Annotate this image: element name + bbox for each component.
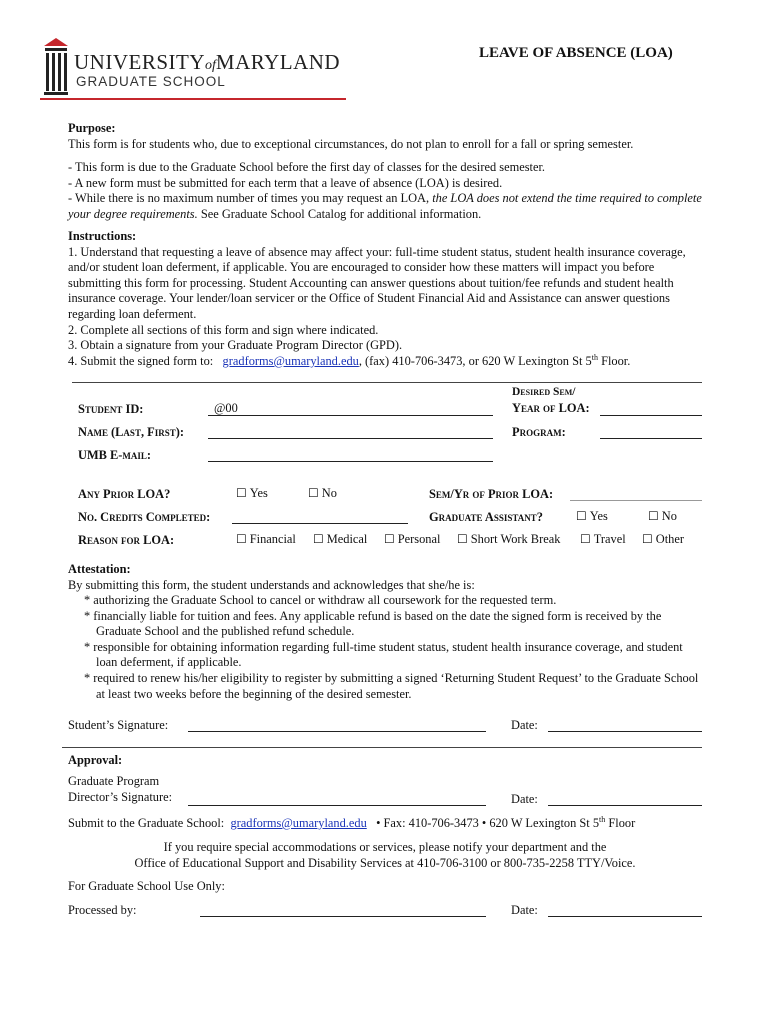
purpose-text: This form is for students who, due to exceptional circumstances, do not plan to enroll for a fall or spring semester. [68, 136, 634, 151]
reason-financial-checkbox[interactable]: ☐ Financial [236, 532, 296, 546]
section-divider [62, 747, 702, 748]
student-signature-field[interactable] [188, 731, 486, 732]
reason-travel-checkbox[interactable]: ☐ Travel [580, 532, 626, 546]
name-label: Name (Last, First): [78, 425, 184, 439]
logo-university-text: UNIVERSITYofMARYLAND [74, 50, 341, 74]
graduate-assistant-label: Graduate Assistant? [429, 510, 543, 524]
reason-personal-checkbox[interactable]: ☐ Personal [384, 532, 441, 546]
prior-loa-label: Any Prior LOA? [78, 487, 171, 501]
credits-label: No. Credits Completed: [78, 510, 211, 524]
logo-underline [40, 98, 346, 100]
instruction-2: 2. Complete all sections of this form and sign where indicated. [68, 322, 379, 337]
prior-loa-no-checkbox[interactable]: ☐ No [308, 486, 337, 500]
attestation-item: * responsible for obtaining information regarding full-time student status, student health insurance coverage, and student loan deferment, if applicable. [84, 639, 683, 670]
instruction-4: 4. Submit the signed form to: gradforms@umaryland.edu, (fax) 410-706-3473, or 620 W Lexington St 5th Floor. [68, 352, 631, 368]
reason-short-work-break-checkbox[interactable]: ☐ Short Work Break [457, 532, 561, 546]
accommodations-line-2: Office of Educational Support and Disability Services at 410-706-3100 or 800-735-2258 TTY/Voice. [134, 856, 636, 870]
checkbox-icon: ☐ [308, 486, 319, 500]
submit-line: Submit to the Graduate School: gradforms@umaryland.edu • Fax: 410-706-3473 • 620 W Lexington St 5th Floor [68, 814, 636, 830]
university-logo [40, 36, 346, 104]
student-signature-label: Student’s Signature: [68, 718, 169, 732]
reason-medical-checkbox[interactable]: ☐ Medical [313, 532, 368, 546]
purpose-bullet-2: - A new form must be submitted for each term that a leave of absence (LOA) is desired. [68, 175, 503, 190]
credits-field[interactable] [232, 523, 408, 524]
gpd-signature-field[interactable] [188, 805, 486, 806]
checkbox-icon: ☐ [236, 532, 247, 546]
student-date-label: Date: [511, 718, 538, 732]
attestation-section [68, 562, 708, 593]
dome-icon [42, 36, 70, 96]
gpd-date-label: Date: [511, 792, 538, 806]
checkbox-icon: ☐ [384, 532, 395, 546]
submit-email-link[interactable]: gradforms@umaryland.edu [230, 816, 367, 830]
name-field[interactable] [208, 438, 493, 439]
attestation-item: * authorizing the Graduate School to cancel or withdraw all coursework for the requested term. [84, 593, 557, 607]
attestation-item: * required to renew his/her eligibility to register by submitting a signed ‘Returning Student Request’ to the Graduate School at least two weeks before the beginning of the desired semester. [84, 670, 699, 701]
attestation-list [84, 593, 704, 702]
gradforms-email-link[interactable]: gradforms@umaryland.edu [222, 353, 359, 368]
logo-school-text: GRADUATE SCHOOL [76, 74, 226, 89]
gpd-label-line2: Director’s Signature: [68, 790, 173, 804]
email-field[interactable] [208, 461, 493, 462]
checkbox-icon: ☐ [648, 509, 659, 523]
reason-other-checkbox[interactable]: ☐ Other [642, 532, 684, 546]
purpose-section [68, 121, 708, 223]
instructions-section [68, 229, 708, 369]
student-date-field[interactable] [548, 731, 702, 732]
instructions-heading: Instructions: [68, 229, 137, 243]
sem-prior-loa-field[interactable] [570, 500, 702, 501]
attestation-item: * financially liable for tuition and fees. Any applicable refund is based on the date the signed form is received by the Graduate School and the published refund schedule. [84, 608, 662, 639]
attestation-intro: By submitting this form, the student understands and acknowledges that she/he is: [68, 577, 475, 592]
checkbox-icon: ☐ [313, 532, 324, 546]
accommodations-line-1: If you require special accommodations or services, please notify your department and the [163, 840, 607, 854]
processed-by-field[interactable] [200, 916, 486, 917]
instruction-1: 1. Understand that requesting a leave of absence may affect your: full-time student status, student health insurance coverage, and/or student loan deferment, if applicable. You are encouraged to consider how these matters will impact you before submitting this form for processing. Student Accounting can answer questions about tuition/fee refunds and student health insurance coverage. Your lender/loan servicer or the Office of Student Financial Aid and Assistance can answer questions regarding loan deferment. [68, 244, 686, 321]
checkbox-icon: ☐ [580, 532, 591, 546]
student-id-field[interactable] [208, 415, 493, 416]
sem-prior-loa-label: Sem/Yr of Prior LOA: [429, 487, 554, 501]
attestation-heading: Attestation: [68, 562, 131, 576]
page-title: LEAVE OF ABSENCE (LOA) [479, 45, 673, 61]
checkbox-icon: ☐ [642, 532, 653, 546]
purpose-bullet-1: - This form is due to the Graduate School before the first day of classes for the desired semester. [68, 160, 546, 175]
gpd-date-field[interactable] [548, 805, 702, 806]
desired-sem-label-2: Year of LOA: [512, 401, 590, 415]
purpose-heading: Purpose: [68, 121, 116, 135]
desired-sem-field[interactable] [600, 415, 702, 416]
processed-date-field[interactable] [548, 916, 702, 917]
checkbox-icon: ☐ [236, 486, 247, 500]
program-field[interactable] [600, 438, 702, 439]
purpose-bullet-3: - While there is no maximum number of times you may request an LOA, the LOA does not extend the time required to complete your degree requirements. See Graduate School Catalog for additional information. [68, 191, 702, 221]
office-use-heading: For Graduate School Use Only: [68, 879, 225, 893]
ga-yes-checkbox[interactable]: ☐ Yes [576, 509, 608, 523]
checkbox-icon: ☐ [576, 509, 587, 523]
desired-sem-label-1: Desired Sem/ [512, 386, 576, 398]
section-divider [72, 382, 702, 383]
approval-heading: Approval: [68, 753, 123, 767]
processed-date-label: Date: [511, 903, 538, 917]
processed-by-label: Processed by: [68, 903, 137, 917]
instruction-3: 3. Obtain a signature from your Graduate Program Director (GPD). [68, 338, 403, 353]
student-id-label: Student ID: [78, 402, 144, 416]
student-id-value: @00 [214, 401, 238, 415]
gpd-label-line1: Graduate Program [68, 774, 160, 788]
email-label: UMB E-mail: [78, 448, 152, 462]
ga-no-checkbox[interactable]: ☐ No [648, 509, 677, 523]
prior-loa-yes-checkbox[interactable]: ☐ Yes [236, 486, 268, 500]
reason-label: Reason for LOA: [78, 533, 175, 547]
checkbox-icon: ☐ [457, 532, 468, 546]
program-label: Program: [512, 425, 566, 439]
